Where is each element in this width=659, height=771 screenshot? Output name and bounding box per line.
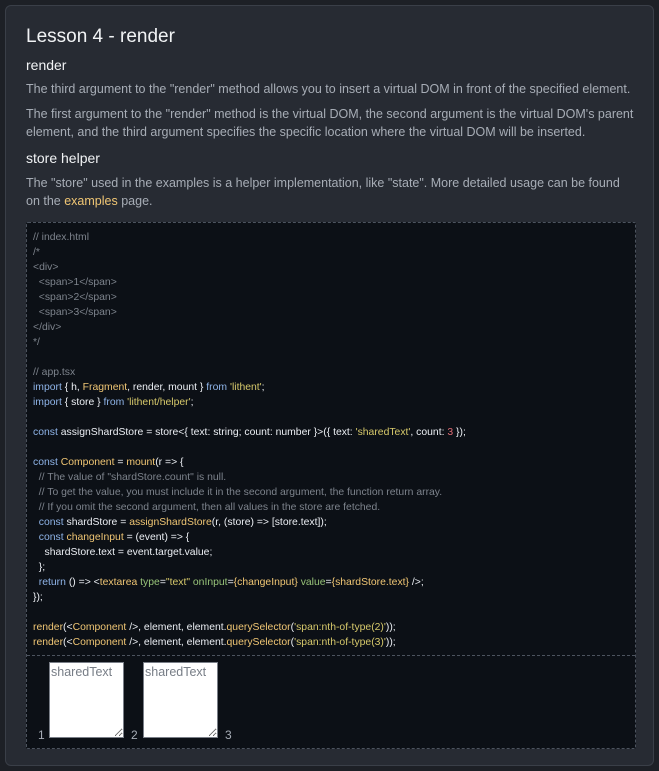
code-token: = (event) => { (123, 532, 190, 543)
code-token: {changeInput} (233, 577, 298, 588)
code-line (33, 440, 629, 455)
code-token: = (325, 577, 332, 588)
code-line (33, 620, 629, 635)
code-token: 'lithent' (229, 382, 262, 393)
code-token: type (140, 577, 160, 588)
code-token: // If you omit the second argument, then all values in the store are fetched. (33, 502, 381, 513)
code-token: {shardStore.text} (331, 577, 410, 588)
code-token: (< (63, 622, 73, 633)
code-line (33, 380, 629, 395)
code-token: <span>1</span> (33, 277, 117, 288)
code-token: onInput (192, 577, 228, 588)
code-token: <span>2</span> (33, 292, 117, 303)
code-token: />, element, element. (126, 637, 227, 648)
code-token: )); (385, 637, 396, 648)
code-line (33, 305, 629, 320)
code-token: </div> (33, 322, 62, 333)
code-line (33, 545, 629, 560)
code-token: shardStore.text = event.target.value; (33, 547, 213, 558)
code-token: }); (33, 592, 43, 603)
code-line (33, 245, 629, 260)
code-line (33, 530, 629, 545)
code-line (33, 260, 629, 275)
code-token: ( (290, 637, 295, 648)
code-token: return (38, 577, 66, 588)
code-token: assignShardStore = store<{ text: string; count: number }>({ text: (57, 427, 356, 438)
code-token: , render, mount } (127, 382, 207, 393)
code-token: /* (33, 247, 40, 258)
code-line (33, 470, 629, 485)
page-title: Lesson 4 - render (26, 26, 175, 47)
code-token: // app.tsx (33, 367, 76, 378)
code-token: render (33, 622, 64, 633)
code-token: const (33, 427, 58, 438)
code-token: ; (190, 397, 194, 408)
code-token: import (33, 382, 62, 393)
code-token: 3 (447, 427, 454, 438)
code-line (33, 425, 629, 440)
code-token: ; (261, 382, 265, 393)
examples-link[interactable]: examples (64, 194, 118, 208)
store-heading: store helper (26, 150, 100, 166)
code-token: changeInput (66, 532, 124, 543)
code-token: "text" (165, 577, 191, 588)
code-token: { h, (61, 382, 83, 393)
code-token: const (38, 517, 64, 528)
code-token: }); (453, 427, 466, 438)
code-token: (< (63, 637, 73, 648)
code-token: mount (126, 457, 156, 468)
code-token: assignShardStore (129, 517, 212, 528)
code-token: <div> (33, 262, 59, 273)
code-token: }; (33, 562, 46, 573)
code-token: textarea (99, 577, 138, 588)
code-token: = (114, 457, 127, 468)
code-token: 'span:nth-of-type(3)' (294, 637, 386, 648)
code-token: = (159, 577, 166, 588)
code-token: )); (385, 622, 396, 633)
code-token: () => < (65, 577, 100, 588)
code-token: ( (290, 622, 295, 633)
span-2: 2 (131, 728, 138, 742)
code-line (33, 500, 629, 515)
code-token: querySelector (226, 622, 291, 633)
code-token: = (227, 577, 234, 588)
code-token: */ (33, 337, 40, 348)
code-line (33, 230, 629, 245)
code-token: />; (409, 577, 424, 588)
code-line (33, 410, 629, 425)
render-heading: render (26, 57, 67, 73)
code-line (33, 575, 629, 590)
store-paragraph (26, 174, 634, 210)
code-token: { store } (61, 397, 104, 408)
code-token: Component (72, 637, 127, 648)
code-line (33, 275, 629, 290)
code-token: from (103, 397, 125, 408)
render-paragraph-1: The third argument to the "render" method allows you to insert a virtual DOM in front of the specified element. (26, 82, 631, 96)
code-example (26, 222, 636, 749)
shared-text-textarea-1[interactable] (49, 662, 124, 738)
code-line (33, 635, 629, 650)
code-line (33, 350, 629, 365)
code-token: <span>3</span> (33, 307, 117, 318)
code-token: Component (60, 457, 115, 468)
code-token: Component (72, 622, 127, 633)
span-3: 3 (225, 728, 232, 742)
code-line (33, 365, 629, 380)
code-token: import (33, 397, 62, 408)
code-token: Fragment (82, 382, 128, 393)
code-token: (r, (store) => [store.text]); (211, 517, 327, 528)
code-line (33, 335, 629, 350)
code-token: 'span:nth-of-type(2)' (294, 622, 386, 633)
code-block (33, 230, 629, 650)
demo-output (27, 656, 635, 748)
code-token: 'sharedText' (355, 427, 411, 438)
code-token: (r => { (155, 457, 184, 468)
code-token: render (33, 637, 64, 648)
code-line (33, 320, 629, 335)
code-token: shardStore = (63, 517, 130, 528)
code-line (33, 605, 629, 620)
code-line (33, 395, 629, 410)
shared-text-textarea-2[interactable] (143, 662, 218, 738)
code-token: />, element, element. (126, 622, 227, 633)
code-line (33, 560, 629, 575)
store-paragraph-end: page. (117, 194, 153, 208)
span-1: 1 (38, 728, 45, 742)
code-token: // To get the value, you must include it in the second argument, the function return array. (33, 487, 443, 498)
store-paragraph-text: The "store" used in the examples is a helper implementation, like "state". More detailed usage can be found on the (26, 176, 620, 208)
code-line (33, 485, 629, 500)
code-token: const (38, 532, 64, 543)
code-token: from (206, 382, 228, 393)
code-token: const (33, 457, 58, 468)
code-line (33, 590, 629, 605)
lesson-panel (5, 5, 654, 766)
code-line (33, 290, 629, 305)
code-token: 'lithent/helper' (127, 397, 191, 408)
code-token: // The value of "shardStore.count" is null. (33, 472, 227, 483)
code-token: querySelector (226, 637, 291, 648)
code-token: value (300, 577, 326, 588)
code-token: // index.html (33, 232, 90, 243)
code-token: , count: (410, 427, 448, 438)
code-line (33, 515, 629, 530)
code-line (33, 455, 629, 470)
render-paragraph-2: The first argument to the "render" method is the virtual DOM, the second argument is the virtual DOM's parent element, and the third argument specifies the specific location where the virtual DOM will be inserted. (26, 107, 634, 139)
